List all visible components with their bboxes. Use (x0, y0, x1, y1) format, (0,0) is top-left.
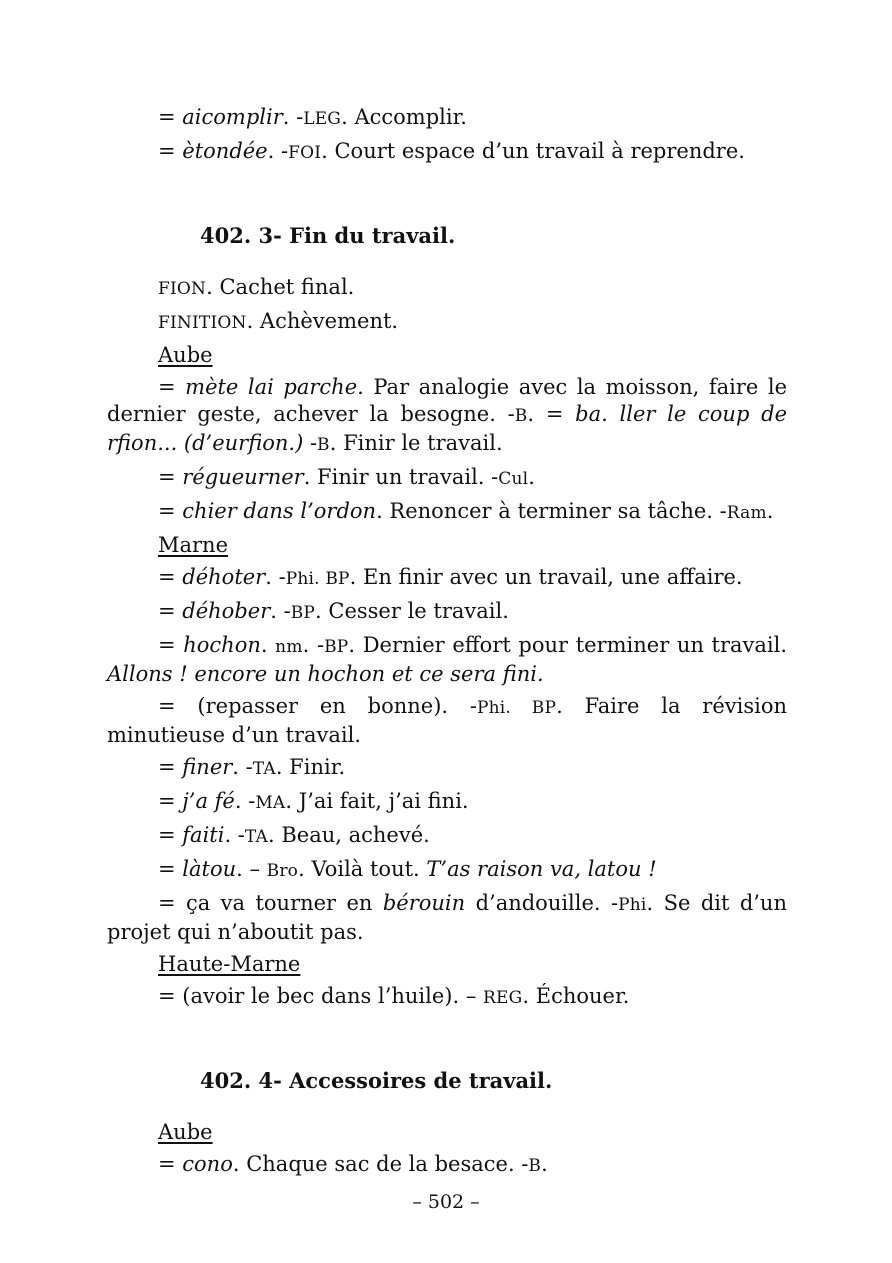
source-abbr: FOI (288, 143, 322, 163)
region-heading-aube (107, 342, 787, 369)
entry-faiti (107, 822, 787, 851)
text: . - (224, 823, 245, 847)
entry-bec-dans-lhuile (107, 983, 787, 1012)
definition: . Cachet final. (206, 275, 355, 299)
definition: . Achèvement. (246, 309, 399, 333)
text: . (541, 1152, 548, 1176)
text: . - (282, 105, 304, 129)
text: = (158, 755, 183, 779)
entry-ja-fe (107, 788, 787, 817)
region-heading-aube-2 (107, 1119, 787, 1146)
entry-finition (107, 308, 787, 337)
source-abbr: REG (483, 988, 523, 1008)
definition: . Cesser le travail. (315, 599, 509, 623)
text: . - (265, 565, 286, 589)
text: = (158, 857, 183, 881)
text: = ça va tourner en (158, 891, 383, 915)
section-heading-fin-du-travail: 402. 3- Fin du travail. (200, 223, 456, 248)
definition: . Court espace d’un travail à reprendre. (321, 139, 745, 163)
example: Allons ! encore un hochon et ce sera fini. (107, 662, 544, 686)
headword: FION (158, 279, 207, 299)
text: = (158, 633, 184, 657)
text: . - (302, 633, 325, 657)
entry-latou (107, 856, 787, 885)
source-abbr: BP (324, 637, 349, 657)
source-abbr: B (514, 406, 528, 426)
entry-berouin (107, 890, 787, 946)
definition: . Accomplir. (341, 105, 467, 129)
entry-aicomplir (107, 104, 787, 133)
page-body (107, 104, 787, 1185)
definition: . J’ai fait, j’ai fini. (285, 789, 469, 813)
text: = (158, 375, 186, 399)
term: aicomplir (182, 105, 283, 129)
entry-dehoter (107, 564, 787, 593)
text: . (528, 465, 535, 489)
entry-repasser-en-bonne (107, 693, 787, 749)
term: déhoter (182, 565, 266, 589)
text: = (158, 1152, 183, 1176)
definition: . Beau, achevé. (268, 823, 430, 847)
entry-finer (107, 754, 787, 783)
source-abbr: LEG (303, 109, 342, 129)
term: régueurner (182, 465, 304, 489)
page-number: – 502 – (412, 1191, 480, 1213)
text: = (158, 565, 183, 589)
term: = (avoir le bec dans l’huile). – (158, 984, 484, 1008)
definition: . Finir un travail. - (303, 465, 499, 489)
section-heading-accessoires: 402. 4- Accessoires de travail. (200, 1068, 553, 1093)
definition: . Faire la révision minutieuse d’un travail. (107, 694, 788, 747)
definition: . Finir. (275, 755, 346, 779)
region-label: Marne (158, 533, 229, 557)
source-abbr: Phi (618, 895, 647, 915)
text: . - (234, 789, 256, 813)
entry-chier-dans-lordon (107, 498, 787, 527)
definition: . Chaque sac de la besace. - (232, 1152, 529, 1176)
entry-hochon (107, 632, 787, 688)
text: = (158, 789, 183, 813)
text: = (158, 599, 183, 623)
text: - (303, 431, 318, 455)
text: = (158, 823, 183, 847)
definition: . Finir le travail. (329, 431, 503, 455)
definition: . Par analogie avec la moisson, faire le dernier geste, achever la besogne. - (107, 375, 788, 426)
definition: . Renoncer à terminer sa tâche. - (376, 499, 727, 523)
term: = (repasser en bonne). - (158, 694, 477, 718)
text: . - (267, 139, 289, 163)
source-abbr: TA (252, 759, 276, 779)
source-abbr: Cul (498, 469, 529, 489)
entry-etondee (107, 138, 787, 167)
source-abbr: BP (290, 603, 316, 623)
term: déhober (182, 599, 271, 623)
text: . = (527, 402, 576, 426)
entry-mete-lai-parche (107, 374, 787, 459)
term: mète lai parche (185, 375, 358, 399)
region-heading-haute-marne (107, 951, 787, 978)
term: faiti (182, 823, 225, 847)
definition: . Dernier effort pour terminer un travail. (348, 633, 788, 657)
headword: FINITION (158, 313, 247, 333)
text: = (158, 499, 183, 523)
source-abbr: Ram (726, 503, 767, 523)
text: = (158, 139, 183, 163)
region-label: Haute-Marne (158, 952, 301, 976)
entry-dehober (107, 598, 787, 627)
grammar-abbr: nm (275, 637, 303, 657)
source-abbr: MA (255, 793, 286, 813)
entry-fion (107, 274, 787, 303)
text: . - (232, 755, 253, 779)
term: ba. ller le coup de rfion... (d’eurfion.) (107, 402, 787, 455)
term: ètondée (182, 139, 268, 163)
text: . (766, 499, 774, 523)
text: = (158, 105, 183, 129)
text: . - (270, 599, 291, 623)
definition: . Se dit d’un projet qui n’aboutit pas. (107, 891, 787, 944)
source-abbr: Phi. BP (285, 569, 350, 589)
term: làtou (182, 857, 237, 881)
definition: . Voilà tout. (298, 857, 427, 881)
entry-regueurner (107, 464, 787, 493)
source-abbr: B (528, 1156, 542, 1176)
entry-cono (107, 1151, 787, 1180)
source-abbr: Bro (266, 861, 299, 881)
region-label: Aube (158, 1120, 213, 1144)
text: . (260, 633, 276, 657)
example: T’as raison va, latou ! (426, 857, 657, 881)
term: bérouin (382, 891, 466, 915)
term: chier dans l’ordon (182, 499, 377, 523)
term: cono (182, 1152, 233, 1176)
region-heading-marne (107, 532, 787, 559)
term: hochon (183, 633, 261, 657)
source-abbr: B (317, 435, 330, 455)
text: = (158, 465, 183, 489)
region-label: Aube (158, 343, 213, 367)
text: d’andouille. - (465, 891, 619, 915)
definition: . Échouer. (522, 984, 630, 1008)
term: finer (182, 755, 233, 779)
definition: . En finir avec un travail, une affaire. (349, 565, 743, 589)
text: . – (236, 857, 267, 881)
term: j’a fé (182, 789, 235, 813)
source-abbr: Phi. BP (476, 698, 557, 718)
source-abbr: TA (244, 827, 268, 847)
